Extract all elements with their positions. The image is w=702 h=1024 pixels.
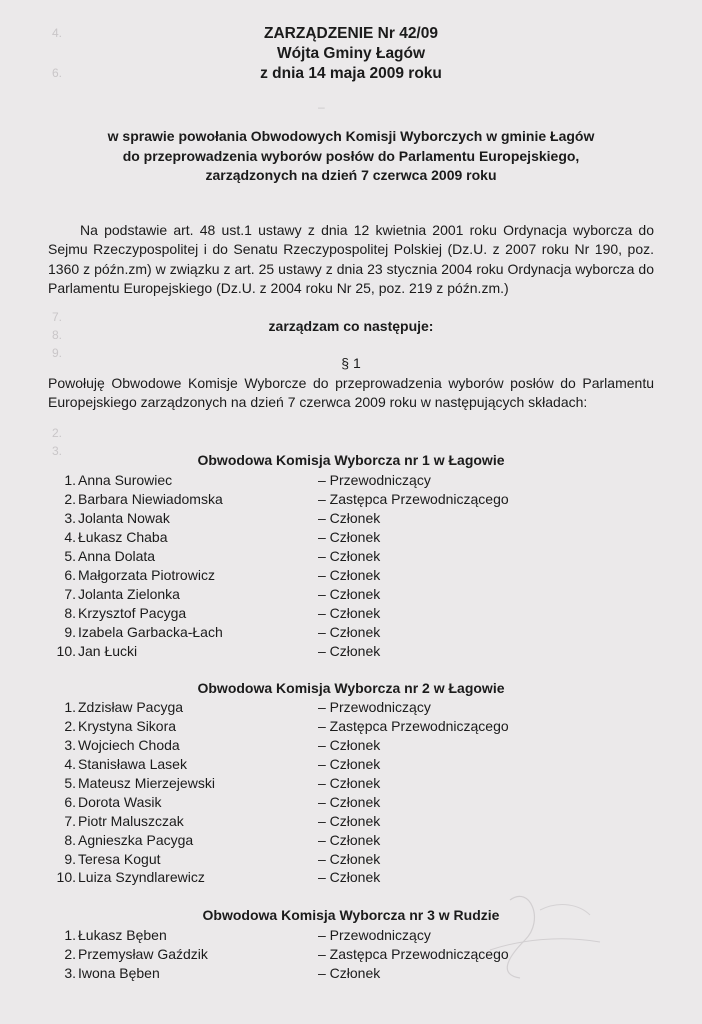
list-item: 1. Zdzisław Pacyga – Przewodniczący: [64, 699, 431, 715]
section-paragraph: Powołuję Obwodowe Komisje Wyborcze do przeprowadzenia wyborów posłów do Parlamentu Europejskiego zarządzonych na dzień 7 czerwca 2009 roku w następujących składach:: [48, 375, 654, 411]
subject-line-1: w sprawie powołania Obwodowych Komisji Wyborczych w gminie Łagów: [107, 128, 595, 144]
list-item: 5. Mateusz Mierzejewski – Członek: [64, 775, 381, 791]
document-page: 4. 6. – 7. 8. 9. 2. 3. ZARZĄDZENIE Nr 42/09 Wójta Gminy Łagów z dnia 14 maja 2009 roku w sprawie powołania Obwodowych Komisji Wyborczych w gminie Łagów do przeprowadzenia wyborów posłów do Parlamentu Europejskiego, zarządzonych na dzień 7 czerwca 2009 roku Na podstawie art. 48 ust.1 ustawy z dnia 12 kwietnia 2001 roku Ordynacja wyborcza do Sejmu Rzeczypospolitej i do Senatu Rzeczypospolitej Polskiej (Dz.U. z 2007 roku Nr 190, poz. 1360 z późn.zm) w związku z art. 25 ustawy z dnia 23 stycznia 2004 roku Ordynacja wyborcza do Parlamentu Europejskiego (Dz.U. z 2004 roku Nr 25, poz. 219 z późn.zm.) zarządzam co następuje: § 1 Powołuję Obwodowe Komisje Wyborcze do przeprowadzenia wyborów posłów do Parlamentu Europejskiego zarządzonych na dzień 7 czerwca 2009 roku w następujących składach: Obwodowa Komisja Wyborcza nr 1 w Łagowie 1. Anna Surowiec – Przewodniczący 2. Barbara Niewiadomska – Zastępca Przewodniczącego 3. Jolanta Nowak – Członek 4. Łukasz Chaba – Członek 5. Anna Dolata – Członek 6. Małgorzata Piotrowicz – Członek 7. Jolanta Zielonka – Członek 8. Krzysztof Pacyga – Członek 9. Izabela Garbacka-Łach – Członek 10. Jan Łucki – Członek Obwodowa Komisja Wyborcza nr 2 w Łagowie 1. Zdzisław Pacyga – Przewodniczący 2. Krystyna Sikora – Zastępca Przewodniczącego 3. Wojciech Choda – Członek 4. Stanisława Lasek – Członek 5. Mateusz Mierzejewski – Członek 6. Dorota Wasik – Członek 7. Piotr Maluszczak – Członek 8. Agnieszka Pacyga – Członek 9. Teresa Kogut – Członek 10. Luiza Szyndlarewicz – Członek Obwodowa Komisja Wyborcza nr 3 w Rudzie 1. Łukasz Bęben – Przewodniczący 2. Przemysław Gaździk – Zastępca Przewodniczącego 3. Iwona Bęben – Członek: [0, 0, 702, 1024]
subject-line-2: do przeprowadzenia wyborów posłów do Parlamentu Europejskiego,: [122, 148, 580, 164]
issuer-title: Wójta Gminy Łagów: [276, 45, 426, 62]
list-item: 9. Teresa Kogut – Członek: [64, 851, 381, 867]
list-item: 6. Małgorzata Piotrowicz – Członek: [64, 567, 381, 583]
list-item: 4. Stanisława Lasek – Członek: [64, 756, 381, 772]
komisja-2-title: Obwodowa Komisja Wyborcza nr 2 w Łagowie: [197, 680, 505, 696]
list-item: 3. Iwona Bęben – Członek: [64, 965, 381, 981]
document-title: ZARZĄDZENIE Nr 42/09: [264, 25, 438, 42]
legal-basis-paragraph: Na podstawie art. 48 ust.1 ustawy z dnia 12 kwietnia 2001 roku Ordynacja wyborcza do Sejmu Rzeczypospolitej i do Senatu Rzeczypospolitej Polskiej (Dz.U. z 2007 roku Nr 190, poz. 1360 z późn.zm) w związku z art. 25 ustawy z dnia 23 stycznia 2004 roku Ordynacja wyborcza do Parlamentu Europejskiego (Dz.U. z 2004 roku Nr 25, poz. 219 z późn.zm.): [48, 222, 654, 296]
list-item: 2. Barbara Niewiadomska – Zastępca Przewodniczącego: [64, 491, 509, 507]
list-item: 2. Krystyna Sikora – Zastępca Przewodniczącego: [64, 718, 509, 734]
list-item: 5. Anna Dolata – Członek: [64, 548, 381, 564]
show-through-signature: [470, 880, 610, 980]
list-item: 3. Wojciech Choda – Członek: [64, 737, 381, 753]
komisja-1-title: Obwodowa Komisja Wyborcza nr 1 w Łagowie: [197, 452, 505, 468]
section-mark: § 1: [341, 355, 361, 371]
list-item: 10. Jan Łucki – Członek: [56, 643, 381, 659]
list-item: 10. Luiza Szyndlarewicz – Członek: [56, 869, 381, 885]
subject-line-3: zarządzonych na dzień 7 czerwca 2009 roku: [205, 167, 497, 183]
list-item: 7. Piotr Maluszczak – Członek: [64, 813, 381, 829]
list-item: 8. Agnieszka Pacyga – Członek: [64, 832, 381, 848]
list-item: 4. Łukasz Chaba – Członek: [64, 529, 381, 545]
list-item: 1. Anna Surowiec – Przewodniczący: [64, 472, 431, 488]
list-item: 7. Jolanta Zielonka – Członek: [64, 586, 381, 602]
date-title: z dnia 14 maja 2009 roku: [260, 65, 442, 82]
list-item: 3. Jolanta Nowak – Członek: [64, 510, 381, 526]
list-item: 9. Izabela Garbacka-Łach – Członek: [64, 624, 381, 640]
decree-heading: zarządzam co następuje:: [268, 318, 434, 334]
list-item: 1. Łukasz Bęben – Przewodniczący: [64, 927, 431, 943]
list-item: 2. Przemysław Gaździk – Zastępca Przewodniczącego: [64, 946, 509, 962]
list-item: 6. Dorota Wasik – Członek: [64, 794, 381, 810]
list-item: 8. Krzysztof Pacyga – Członek: [64, 605, 381, 621]
komisja-3-title: Obwodowa Komisja Wyborcza nr 3 w Rudzie: [202, 907, 500, 923]
